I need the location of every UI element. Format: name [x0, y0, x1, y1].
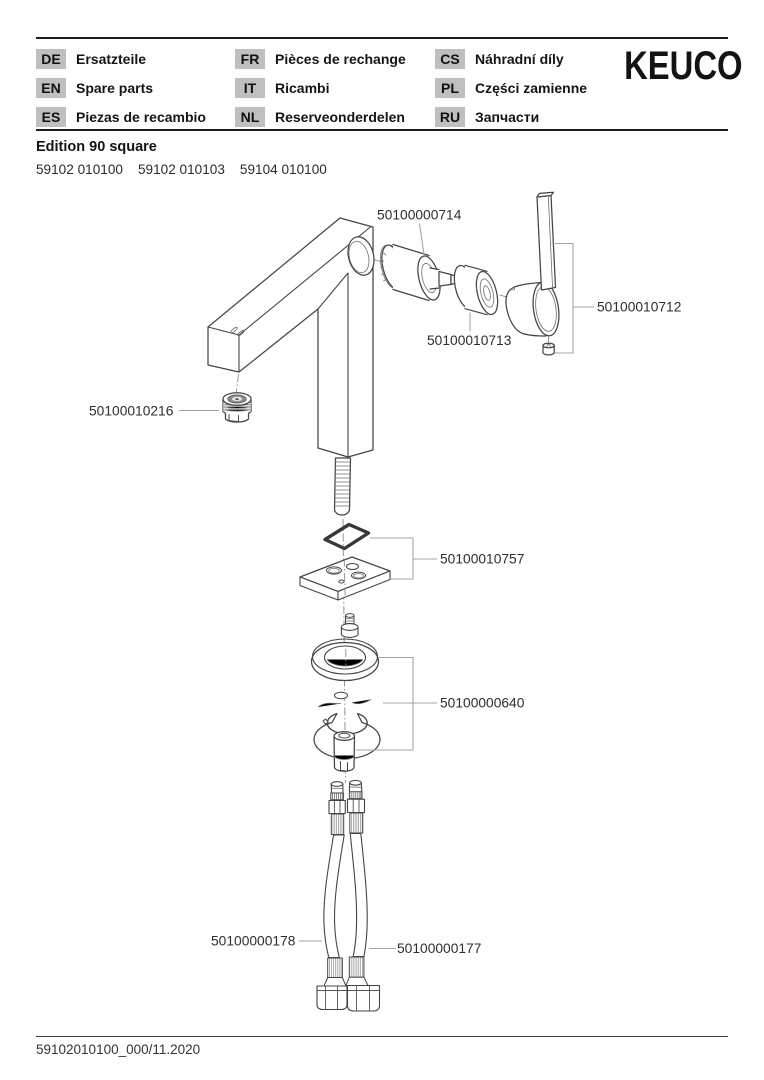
- language-badge-en: EN: [36, 78, 66, 98]
- hose-right: [346, 781, 380, 1012]
- part-label-hose-left: 50100000178: [211, 933, 296, 949]
- keuco-logo: KEUCO: [624, 44, 743, 88]
- threaded-rod: [334, 458, 350, 515]
- language-badge-cs: CS: [435, 49, 465, 69]
- language-badge-ru: RU: [435, 107, 465, 127]
- language-label-es: Piezas de recambio: [76, 109, 206, 125]
- handle-screw: [543, 343, 554, 355]
- handle: [506, 192, 562, 355]
- model-number: 59104 010100: [239, 162, 327, 177]
- language-label-nl: Reserveonderdelen: [275, 109, 405, 125]
- aerator: [223, 393, 251, 422]
- part-label-base-plate-set: 50100010757: [440, 551, 525, 567]
- language-label-en: Spare parts: [76, 80, 154, 96]
- language-badge-de: DE: [36, 49, 66, 69]
- language-badge-pl: PL: [435, 78, 465, 98]
- part-label-handle-adapter: 50100010713: [427, 333, 512, 348]
- mounting-ring: [312, 639, 379, 681]
- language-label-de: Ersatzteile: [76, 51, 147, 67]
- language-label-fr: Pièces de rechange: [275, 51, 406, 67]
- language-label-pl: Części zamienne: [475, 80, 588, 96]
- part-label-hose-right: 50100000177: [397, 941, 482, 956]
- part-label-cartridge: 50100000714: [377, 207, 462, 223]
- model-number: 59102 010100: [36, 162, 123, 177]
- model-number: 59102 010103: [137, 162, 225, 177]
- page-title: Edition 90 square: [36, 139, 157, 155]
- language-label-cs: Náhradní díly: [475, 51, 564, 67]
- language-badge-it: IT: [235, 78, 265, 98]
- part-label-handle: 50100010712: [597, 299, 682, 315]
- part-label-fastening-set: 50100000640: [440, 695, 525, 711]
- language-badge-nl: NL: [235, 107, 265, 127]
- handle-lever: [537, 196, 556, 291]
- language-badge-es: ES: [36, 107, 66, 127]
- cartridge: [376, 243, 454, 303]
- language-label-ru: Запчасти: [475, 109, 540, 125]
- base-gasket: [325, 525, 369, 549]
- mounting-socket: [334, 732, 355, 772]
- part-label-aerator: 50100010216: [89, 403, 174, 419]
- language-label-it: Ricambi: [275, 80, 330, 96]
- handle-adapter-ring: [450, 263, 501, 316]
- hose-left: [317, 782, 347, 1010]
- language-badge-fr: FR: [235, 49, 265, 69]
- document-code: 59102010100_000/11.2020: [36, 1042, 201, 1057]
- footer-rule: [36, 1036, 728, 1037]
- base-plate: [300, 557, 390, 600]
